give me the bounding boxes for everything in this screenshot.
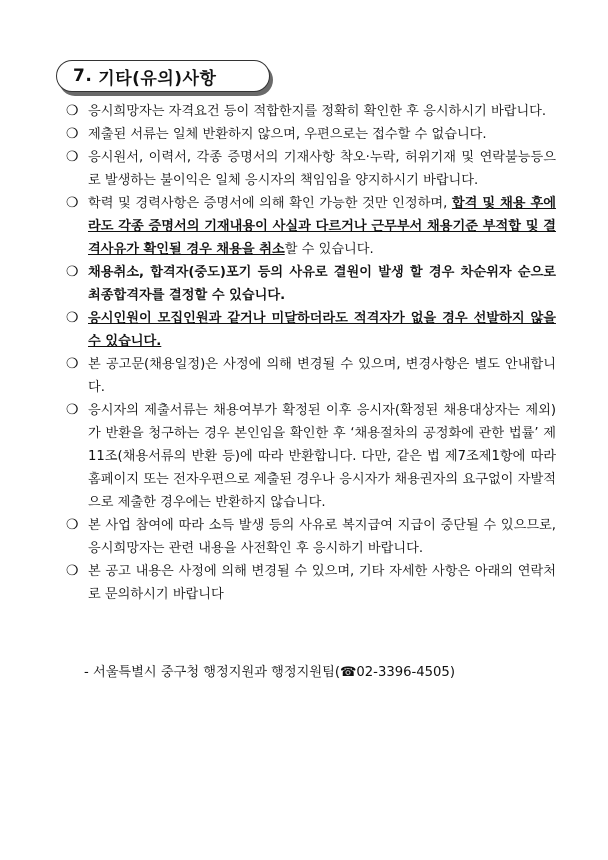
list-item-text — [88, 261, 556, 307]
list-item-text — [88, 307, 556, 353]
bullet-icon: ❍ — [66, 103, 79, 119]
list-item — [66, 192, 556, 261]
list-item — [66, 261, 556, 307]
text-segment: 합격 및 채용 후에라도 각종 증명서의 기재내용이 사실과 다르거나 근무부서 채용기준 부적합 및 결격사유가 확인될 경우 채용을 취소 — [88, 196, 556, 257]
text-segment: 학력 및 경력사항은 증명서에 의해 확인 가능한 것만 인정하며, — [88, 196, 452, 211]
list-item — [66, 353, 556, 399]
bullet-icon: ❍ — [66, 149, 79, 165]
text-segment: 제출된 서류는 일체 반환하지 않으며, 우편으로는 접수할 수 없습니다. — [88, 127, 487, 142]
section-heading: 기타(유의)사항 — [98, 68, 217, 89]
bullet-icon: ❍ — [66, 195, 79, 211]
bullet-icon: ❍ — [66, 126, 79, 142]
list-item — [66, 123, 556, 146]
text-segment: 본 공고문(채용일정)은 사정에 의해 변경될 수 있으며, 변경사항은 별도 안내합니다. — [88, 357, 556, 395]
text-segment: 응시원서, 이력서, 각종 증명서의 기재사항 착오·누락, 허위기재 및 연락불능등으로 발생하는 불이익은 일체 응시자의 책임임을 양지하시기 바랍니다. — [88, 150, 556, 188]
text-segment: 채용취소, 합격자(중도)포기 등의 사유로 결원이 발생 할 경우 차순위자 순으로 최종합격자를 결정할 수 있습니다. — [88, 265, 556, 303]
text-segment: 응시자의 제출서류는 채용여부가 확정된 이후 응시자(확정된 채용대상자는 제외)가 반환을 청구하는 경우 본인임을 확인한 후 ‘채용절차의 공정화에 관한 법률’ 제11조(채용서류의 반환 등)에 따라 반환합니다. 다만, 같은 법 제7조제1항에 따라 홈페이지 또는 전자우편으로 제출된 경우나 응시자가 채용권자의 요구없이 자발적으로 제출한 경우에는 반환하지 않습니다. — [88, 403, 556, 510]
list-item-text — [88, 123, 556, 146]
list-item-text — [88, 514, 556, 560]
list-item — [66, 100, 556, 123]
list-item-text — [88, 100, 556, 123]
list-item-text — [88, 353, 556, 399]
list-item-text — [88, 560, 556, 606]
bullet-icon: ❍ — [66, 402, 79, 418]
list-item — [66, 399, 556, 514]
list-item — [66, 514, 556, 560]
text-segment: 응시희망자는 자격요건 등이 적합한지를 정확히 확인한 후 응시하시기 바랍니다. — [88, 104, 547, 119]
list-item-text — [88, 192, 556, 261]
bullet-icon: ❍ — [66, 356, 79, 372]
list-item — [66, 560, 556, 606]
contact-info: - 서울특별시 중구청 행정지원과 행정지원팀(☎02-3396-4505) — [84, 665, 455, 680]
text-segment: 응시인원이 모집인원과 같거나 미달하더라도 적격자가 없을 경우 선발하지 않을 수 있습니다. — [88, 311, 556, 349]
list-item — [66, 307, 556, 353]
text-segment: 본 사업 참여에 따라 소득 발생 등의 사유로 복지급여 지급이 중단될 수 있으므로, 응시희망자는 관련 내용을 사전확인 후 응시하기 바랍니다. — [88, 518, 556, 556]
list-item-text — [88, 146, 556, 192]
section-number: 7. — [73, 66, 93, 86]
list-item — [66, 146, 556, 192]
bullet-icon: ❍ — [66, 310, 79, 326]
notice-list — [66, 100, 556, 606]
bullet-icon: ❍ — [66, 563, 79, 579]
section-title — [56, 60, 270, 92]
list-item-text — [88, 399, 556, 514]
bullet-icon: ❍ — [66, 517, 79, 533]
text-segment: 할 수 있습니다. — [284, 242, 374, 257]
bullet-icon: ❍ — [66, 264, 79, 280]
text-segment: 본 공고 내용은 사정에 의해 변경될 수 있으며, 기타 자세한 사항은 아래의 연락처로 문의하시기 바랍니다 — [88, 564, 556, 602]
